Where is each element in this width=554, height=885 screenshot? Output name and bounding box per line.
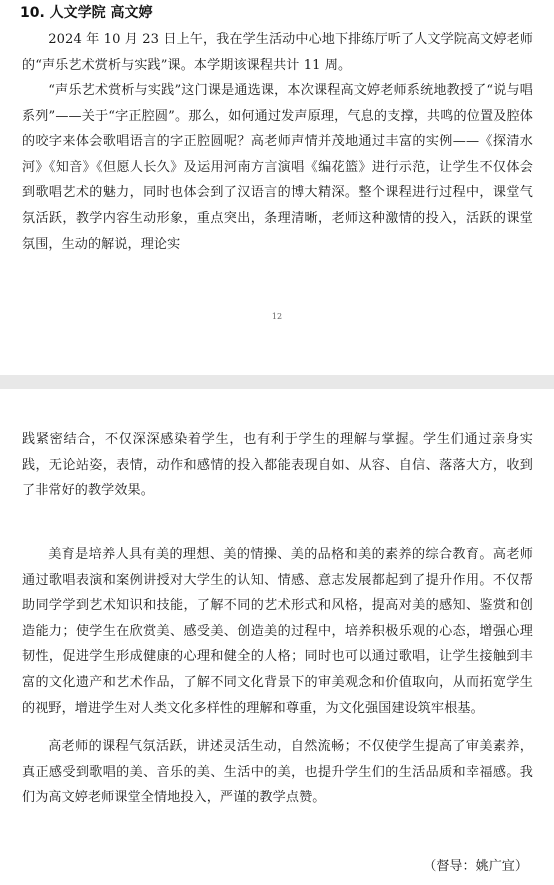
section-title: 10. 人文学院 高文婷 [20,5,153,21]
paragraph-course-description: “声乐艺术赏析与实践”这门课是通选课，本次课程高文婷老师系统地教授了“说与唱系列”——关于“字正腔圆”。那么，如何通过发声原理，气息的支撑，共鸣的位置及腔体的咬字来体会歌唱语言的字正腔圆呢？高老师声情并茂地通过丰富的实例——《探清水河》《知音》《但愿人长久》及运用河南方言演唱《编花篮》进行示范，让学生不仅体会到歌唱艺术的魅力，同时也体会到了汉语言的博大精深。整个课程进行过程中，课堂气氛活跃，教学内容生动形象，重点突出，条理清晰，老师这种激情的投入，活跃的课堂氛围，生动的解说，理论实 [22,83,533,252]
document-page-2 [0,389,554,885]
supervisor-signature: （督导：姚广宜） [423,859,528,874]
paragraph-conclusion: 高老师的课程气氛活跃，讲述灵活生动，自然流畅；不仅使学生提高了审美素养，真正感受到歌唱的美、音乐的美、生活中的美，也提升学生们的生活品质和幸福感。我们为高文婷老师课堂全情地投入，严谨的教学点赞。 [22,739,533,806]
document-page-1 [0,0,554,375]
paragraph-aesthetic-education: 美育是培养人具有美的理想、美的情操、美的品格和美的素养的综合教育。高老师通过歌唱表演和案例讲授对大学生的认知、情感、意志发展都起到了提升作用。不仅帮助同学学到艺术知识和技能，了解不同的艺术形式和风格，提高对美的感知、鉴赏和创造能力；使学生在欣赏美、感受美、创造美的过程中，培养积极乐观的心态，增强心理韧性，促进学生形成健康的心理和健全的人格；同时也可以通过歌唱，让学生接触到丰富的文化遗产和艺术作品，了解不同文化背景下的审美观念和价值取向，从而拓宽学生的视野，增进学生对人类文化多样性的理解和尊重，为文化强国建设筑牢根基。 [22,547,533,716]
page-separator [0,375,554,389]
page-number: 12 [271,312,283,321]
paragraph-continuation: 践紧密结合，不仅深深感染着学生，也有利于学生的理解与掌握。学生们通过亲身实践，无论站姿，表情，动作和感情的投入都能表现自如、从容、自信、落落大方，收到了非常好的教学效果。 [22,432,533,499]
paragraph-intro: 2024 年 10 月 23 日上午，我在学生活动中心地下排练厅听了人文学院高文婷老师的“声乐艺术赏析与实践”课。本学期该课程共计 11 周。 [22,32,533,73]
